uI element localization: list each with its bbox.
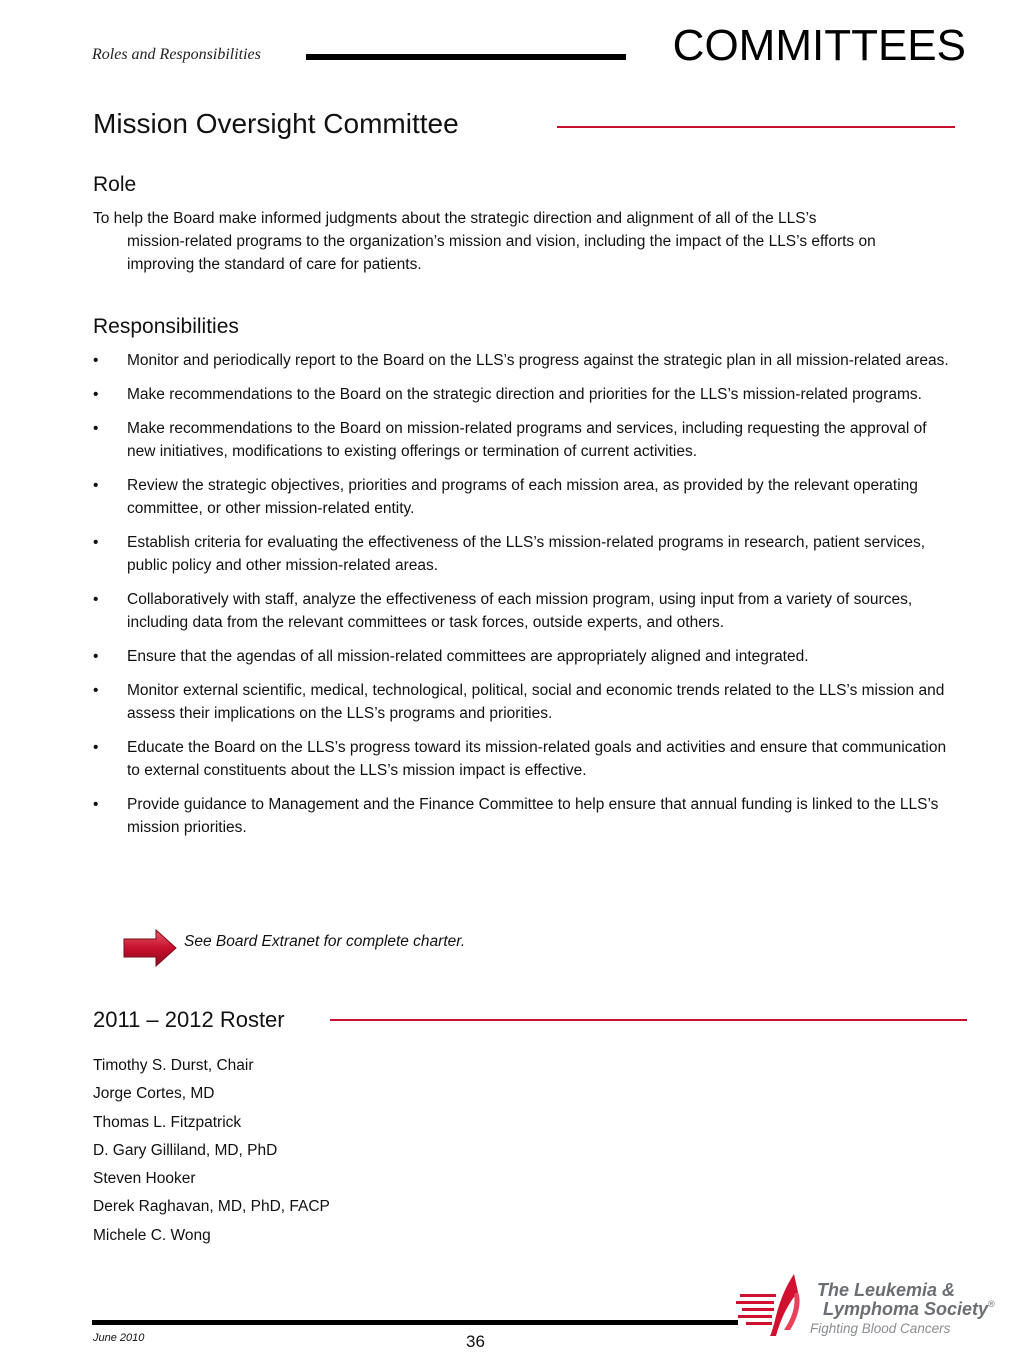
roster-list [93, 1052, 330, 1250]
roster-member: Jorge Cortes, MD [93, 1085, 215, 1103]
responsibility-text: Establish criteria for evaluating the effectiveness of the LLS’s mission-related programs in research, patient services, public policy and other mission-related areas. [127, 534, 926, 574]
responsibilities-list [93, 349, 953, 850]
page-number: 36 [466, 1332, 485, 1351]
responsibility-text: Educate the Board on the LLS’s progress toward its mission-related goals and activities and ensure that communication to external constituents about the LLS’s mission impact is effective. [127, 739, 947, 779]
responsibility-text: Make recommendations to the Board on mission-related programs and services, including requesting the approval of new initiatives, modifications to existing offerings or termination of current activities. [127, 420, 927, 460]
header-section-label: Roles and Responsibilities [92, 46, 261, 63]
bullet: • [93, 477, 99, 494]
list-item [93, 679, 953, 725]
responsibility-text: Make recommendations to the Board on the strategic direction and priorities for the LLS’s mission-related programs. [127, 386, 922, 403]
footer-divider [92, 1320, 738, 1325]
list-item [93, 383, 953, 406]
responsibility-text: Collaboratively with staff, analyze the effectiveness of each mission program, using input from a variety of sources, including data from the relevant committees or task forces, outside experts, and others. [127, 591, 913, 631]
roster-member: Steven Hooker [93, 1170, 196, 1188]
roster-member: Timothy S. Durst, Chair [93, 1057, 254, 1074]
responsibilities-heading: Responsibilities [93, 315, 239, 338]
footer-date: June 2010 [93, 1332, 145, 1344]
bullet: • [93, 352, 99, 369]
logo-tagline: Fighting Blood Cancers [810, 1321, 951, 1336]
list-item [93, 736, 953, 782]
bullet: • [93, 386, 99, 403]
logo-line-1: The Leukemia & [817, 1280, 956, 1300]
list-item [93, 349, 953, 372]
responsibility-text: Ensure that the agendas of all mission-related committees are appropriately aligned and integrated. [127, 648, 809, 665]
roster-title: 2011 – 2012 Roster [93, 1007, 285, 1032]
logo-org-name: Lymphoma Society [823, 1299, 989, 1319]
roster-title-rule [330, 1019, 967, 1021]
role-text-continuation: mission-related programs to the organization’s mission and vision, including the impact of the LLS’s efforts on improving the standard of care for patients. [127, 233, 876, 273]
roster-member: Thomas L. Fitzpatrick [93, 1113, 242, 1131]
responsibility-text: Monitor and periodically report to the Board on the LLS’s progress against the strategic plan in all mission-related areas. [127, 352, 949, 369]
committee-title-rule [557, 126, 955, 128]
responsibility-text: Monitor external scientific, medical, technological, political, social and economic trends related to the LLS’s mission and assess their implications on the LLS’s programs and priorities. [127, 682, 945, 722]
responsibility-text: Review the strategic objectives, priorities and programs of each mission area, as provided by the relevant operating committee, or other mission-related entity. [127, 477, 918, 517]
role-description [93, 207, 943, 276]
committee-title: Mission Oversight Committee [93, 108, 459, 139]
logo-registered-mark: ® [988, 1299, 995, 1309]
list-item [93, 645, 953, 668]
charter-link-note[interactable]: See Board Extranet for complete charter. [184, 933, 466, 950]
roster-member: D. Gary Gilliland, MD, PhD [93, 1141, 278, 1159]
list-item [93, 531, 953, 577]
header-divider [306, 54, 626, 60]
lls-logo-icon [736, 1272, 816, 1338]
roster-member: Derek Raghavan, MD, PhD, FACP [93, 1198, 330, 1216]
list-item [93, 588, 953, 634]
logo-line-2 [823, 1299, 995, 1320]
page-title: COMMITTEES [672, 21, 966, 70]
bullet: • [93, 591, 99, 608]
list-item [93, 417, 953, 463]
list-item [93, 474, 953, 520]
bullet: • [93, 534, 99, 551]
bullet: • [93, 682, 99, 699]
bullet: • [93, 796, 99, 813]
responsibility-text: Provide guidance to Management and the Finance Committee to help ensure that annual funding is linked to the LLS’s mission priorities. [127, 796, 939, 836]
bullet: • [93, 420, 99, 437]
roster-member: Michele C. Wong [93, 1226, 211, 1244]
bullet: • [93, 739, 99, 756]
role-text-first-line: To help the Board make informed judgments about the strategic direction and alignment of all of the LLS’s [93, 210, 817, 227]
arrow-right-icon [122, 928, 178, 968]
bullet: • [93, 648, 99, 665]
role-heading: Role [93, 173, 137, 196]
list-item [93, 793, 953, 839]
